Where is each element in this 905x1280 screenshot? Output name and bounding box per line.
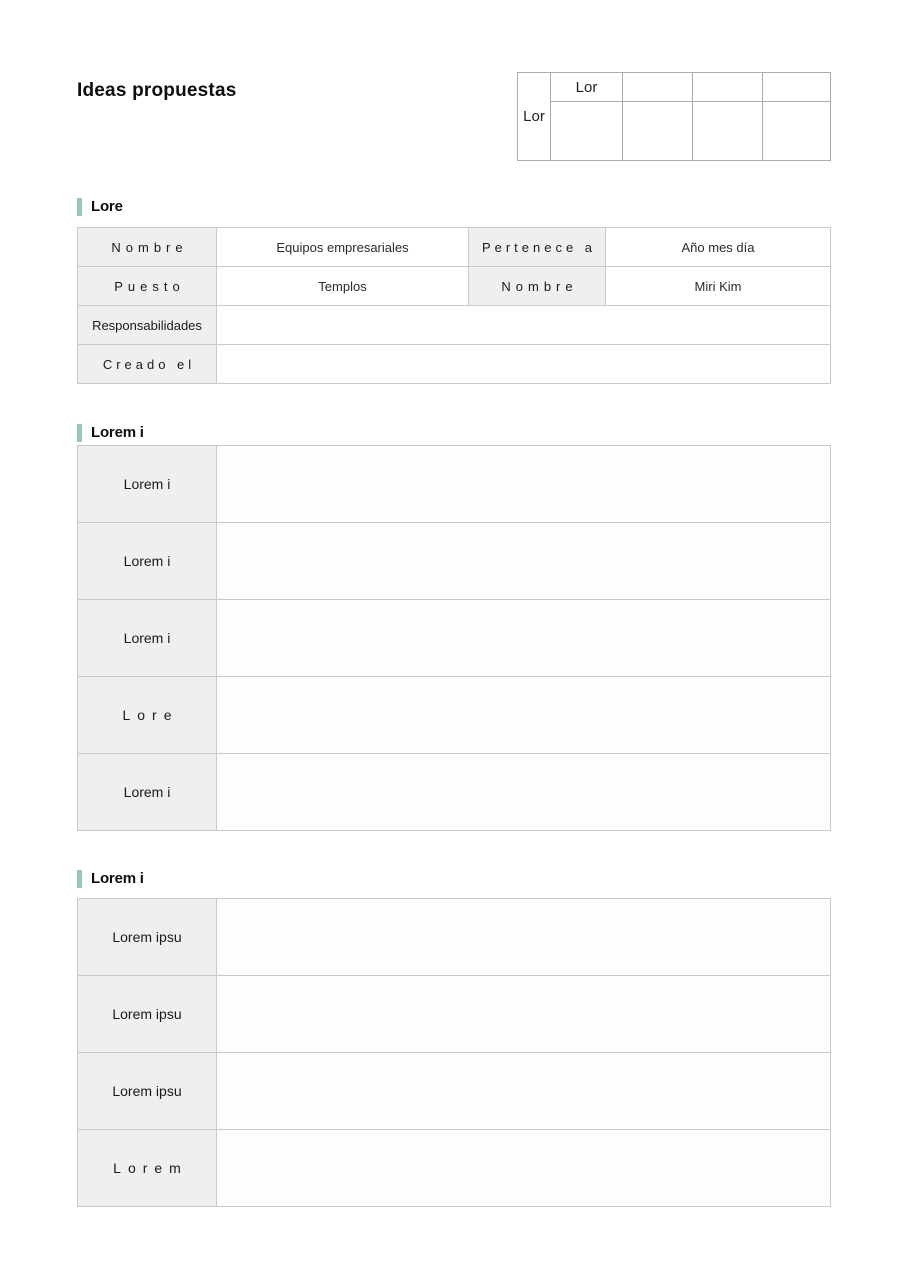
table-row — [78, 899, 831, 976]
section-accent-bar — [77, 870, 82, 888]
approval-header-cell[interactable] — [693, 73, 763, 102]
table-row — [78, 228, 831, 267]
section-1-heading — [77, 197, 123, 216]
section-2-heading — [77, 423, 144, 442]
info-table — [77, 227, 831, 384]
field-label: Nombre — [469, 267, 606, 306]
table-row — [78, 677, 831, 754]
table-row — [78, 345, 831, 384]
row-content-empty[interactable] — [217, 446, 831, 523]
row-label: Lorem i — [78, 600, 217, 677]
row-label: Lorem i — [78, 523, 217, 600]
field-label: Responsabilidades — [78, 306, 217, 345]
row-content-empty[interactable] — [217, 754, 831, 831]
table-row — [78, 976, 831, 1053]
row-label: Lorem i — [78, 446, 217, 523]
approval-sign-cell[interactable] — [693, 102, 763, 161]
table-row — [78, 306, 831, 345]
field-value[interactable]: Miri Kim — [606, 267, 831, 306]
field-value[interactable]: Templos — [217, 267, 469, 306]
table-row — [78, 523, 831, 600]
approval-column-header: Lor — [551, 73, 623, 102]
row-label: Lorem ipsu — [78, 976, 217, 1053]
section-accent-bar — [77, 424, 82, 442]
row-content-empty[interactable] — [217, 1053, 831, 1130]
section-accent-bar — [77, 198, 82, 216]
table-row — [78, 1053, 831, 1130]
row-content-empty[interactable] — [217, 523, 831, 600]
table-row — [78, 267, 831, 306]
section-heading-label: Lorem i — [91, 424, 144, 441]
field-label: Nombre — [78, 228, 217, 267]
approval-sign-cell[interactable] — [623, 102, 693, 161]
field-value-empty[interactable] — [217, 345, 831, 384]
row-content-empty[interactable] — [217, 976, 831, 1053]
notes-table — [77, 898, 831, 1207]
approval-sign-cell[interactable] — [551, 102, 623, 161]
table-row — [78, 1130, 831, 1207]
approval-sign-cell[interactable] — [763, 102, 831, 161]
approval-table — [517, 72, 831, 161]
section-3-heading — [77, 869, 144, 888]
details-table — [77, 445, 831, 831]
section-heading-label: Lorem i — [91, 870, 144, 887]
field-label: Puesto — [78, 267, 217, 306]
row-label: Lore — [78, 677, 217, 754]
approval-header-cell[interactable] — [763, 73, 831, 102]
field-value[interactable]: Equipos empresariales — [217, 228, 469, 267]
row-label: Lorem — [78, 1130, 217, 1207]
section-heading-label: Lore — [91, 198, 123, 215]
table-row — [78, 600, 831, 677]
page-title: Ideas propuestas — [77, 80, 237, 101]
field-label: Pertenece a — [469, 228, 606, 267]
field-value-empty[interactable] — [217, 306, 831, 345]
row-label: Lorem i — [78, 754, 217, 831]
row-content-empty[interactable] — [217, 1130, 831, 1207]
row-content-empty[interactable] — [217, 600, 831, 677]
table-row — [78, 446, 831, 523]
field-label: Creado el — [78, 345, 217, 384]
approval-row-header: Lor — [518, 73, 551, 161]
row-label: Lorem ipsu — [78, 1053, 217, 1130]
row-content-empty[interactable] — [217, 677, 831, 754]
row-label: Lorem ipsu — [78, 899, 217, 976]
table-row — [78, 754, 831, 831]
field-value[interactable]: Año mes día — [606, 228, 831, 267]
approval-header-cell[interactable] — [623, 73, 693, 102]
row-content-empty[interactable] — [217, 899, 831, 976]
